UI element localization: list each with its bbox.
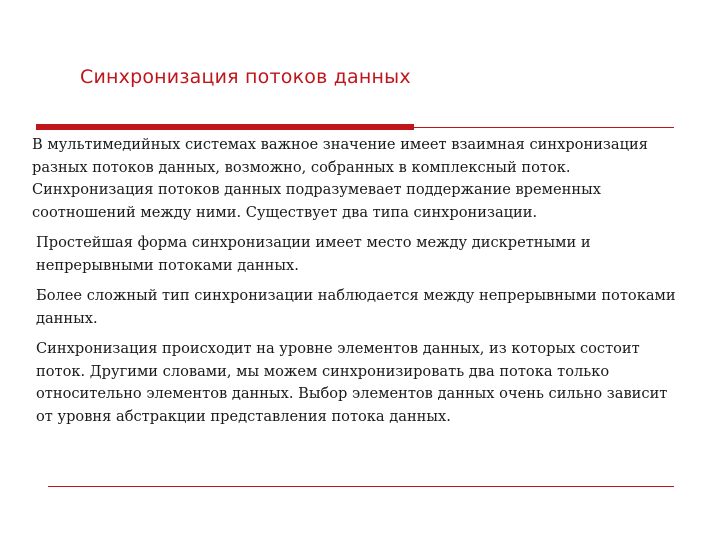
footer-divider-line bbox=[48, 486, 674, 487]
title-accent-bar bbox=[36, 124, 414, 130]
intro-paragraph: В мультимедийных системах важное значение имеет взаимная синхронизация разных потоков данных, возможно, собранных в комплексный поток. Синхронизация потоков данных подразумевает поддержание временных соотношений между ними. Существует два типа синхронизации. bbox=[32, 136, 648, 221]
bullet-item: Более сложный тип синхронизации наблюдается между непрерывными потоками данных. bbox=[36, 287, 676, 327]
bullet-item: Синхронизация происходит на уровне элементов данных, из которых состоит поток. Другими словами, мы можем синхронизировать два потока только относительно элементов данных. Выбор элементов данных очень сильно зависит от уровня абстракции представления потока данных. bbox=[36, 340, 668, 425]
slide-title: Синхронизация потоков данных bbox=[80, 66, 411, 88]
bullet-item: Простейшая форма синхронизации имеет место между дискретными и непрерывными потоками данных. bbox=[36, 234, 591, 274]
bullet-list bbox=[36, 232, 676, 436]
